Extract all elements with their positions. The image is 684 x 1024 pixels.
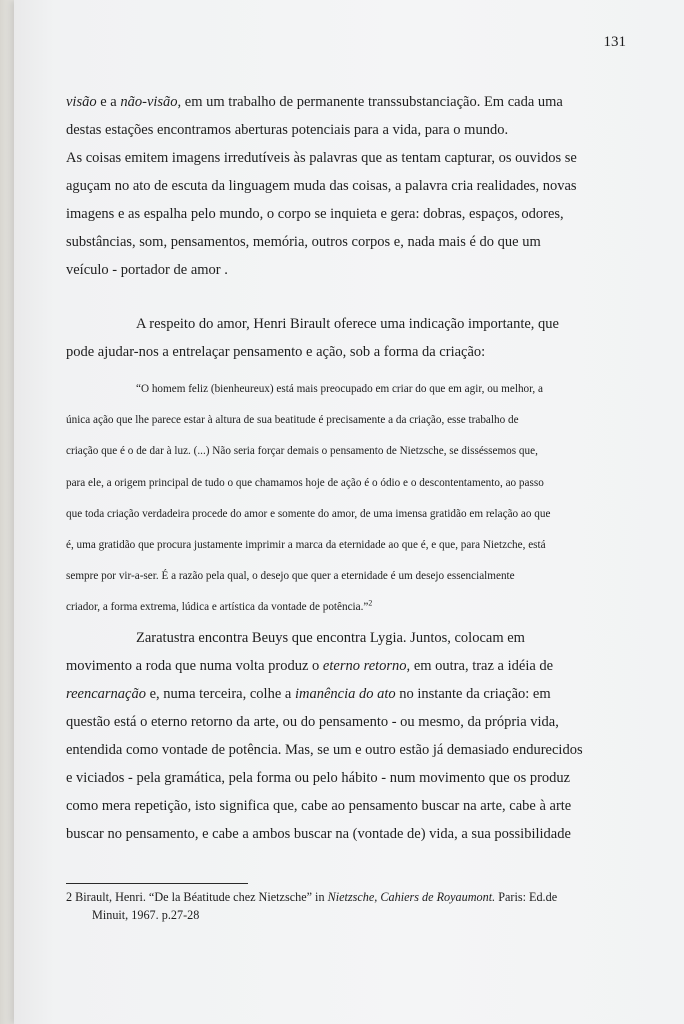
footnote-number: 2 bbox=[66, 890, 73, 904]
paragraph-3-line-7: como mera repetição, isto significa que, cabe ao pensamento buscar na arte, cabe à arte bbox=[66, 798, 572, 814]
quote-line-5: que toda criação verdadeira procede do amor e somente do amor, de uma imensa gratidão em relação ao que bbox=[66, 507, 551, 520]
quote-line-1: “O homem feliz (bienheureux) está mais preocupado em criar do que em agir, ou melhor, a bbox=[136, 383, 543, 395]
paragraph-1-line-2: destas estações encontramos aberturas potenciais para a vida, para o mundo. bbox=[66, 122, 509, 138]
footnote-marker: 2 bbox=[368, 598, 373, 608]
italic-term: eterno retorno, bbox=[322, 658, 411, 674]
book-page bbox=[14, 0, 684, 1024]
page-edge bbox=[0, 0, 14, 1024]
italic-term: visão bbox=[66, 94, 97, 110]
paragraph-1 bbox=[66, 88, 596, 284]
text-run: e a bbox=[96, 94, 121, 110]
paragraph-3-line-4: questão está o eterno retorno da arte, ou do pensamento - ou mesmo, da própria vida, bbox=[66, 714, 559, 730]
page-number: 131 bbox=[603, 34, 626, 50]
quote-line-6: é, uma gratidão que procura justamente imprimir a marca da eternidade ao que é, e que, para Nietzche, está bbox=[66, 539, 546, 552]
footnote bbox=[66, 888, 596, 924]
footnote-line-2: Minuit, 1967. p.27-28 bbox=[92, 908, 200, 922]
paragraph-1-line-1 bbox=[66, 88, 596, 116]
quote-line-2: única ação que lhe parece estar à altura de sua beatitude é precisamente a da criação, esse trabalho de bbox=[66, 414, 519, 427]
block-quote bbox=[66, 374, 596, 624]
paragraph-2-line-1: A respeito do amor, Henri Birault oferece uma indicação importante, que bbox=[136, 316, 559, 332]
footnote-separator bbox=[66, 883, 248, 884]
paragraph-3 bbox=[66, 624, 596, 848]
quote-line-8 bbox=[66, 592, 596, 623]
text-run: no instante da criação: em bbox=[395, 686, 551, 702]
italic-term: reencarnação bbox=[66, 686, 146, 702]
paragraph-2 bbox=[66, 310, 596, 366]
paragraph-3-line-6: e viciados - pela gramática, pela forma ou pelo hábito - num movimento que os produz bbox=[66, 770, 571, 786]
paragraph-1-line-6: substâncias, som, pensamentos, memória, outros corpos e, nada mais é do que um bbox=[66, 234, 541, 250]
text-run: criador, a forma extrema, lúdica e artística da vontade de potência.” bbox=[66, 601, 369, 614]
text-run: e, numa terceira, colhe a bbox=[146, 686, 295, 702]
paragraph-1-line-7: veículo - portador de amor . bbox=[66, 262, 228, 278]
footnote-line-1 bbox=[66, 888, 596, 906]
paragraph-2-line-2: pode ajudar-nos a entrelaçar pensamento e ação, sob a forma da criação: bbox=[66, 344, 486, 360]
text-run: Paris: Ed.de bbox=[495, 890, 558, 904]
paragraph-1-line-4: aguçam no ato de escuta da linguagem muda das coisas, a palavra cria realidades, novas bbox=[66, 178, 577, 194]
text-run: em outra, traz a idéia de bbox=[410, 658, 554, 674]
text-run: movimento a roda que numa volta produz o bbox=[66, 658, 323, 674]
quote-line-4: para ele, a origem principal de tudo o que chamamos hoje de ação é o ódio e o descontentamento, ao passo bbox=[66, 476, 544, 489]
paragraph-3-line-2 bbox=[66, 652, 596, 680]
italic-term: não-visão, bbox=[120, 94, 182, 110]
quote-line-7: sempre por vir-a-ser. É a razão pela qual, o desejo que quer a eternidade é um desejo essencialmente bbox=[66, 570, 515, 583]
paragraph-3-line-5: entendida como vontade de potência. Mas, se um e outro estão já demasiado endurecidos bbox=[66, 742, 583, 758]
paragraph-3-line-3 bbox=[66, 680, 596, 708]
paragraph-3-line-1: Zaratustra encontra Beuys que encontra Lygia. Juntos, colocam em bbox=[136, 630, 525, 646]
text-run: em um trabalho de permanente transsubstanciação. Em cada uma bbox=[181, 94, 563, 110]
italic-title: Nietzsche, Cahiers de Royaumont. bbox=[327, 890, 496, 904]
quote-line-3: criação que é o de dar à luz. (...) Não seria forçar demais o pensamento de Nietzsche, se disséssemos que, bbox=[66, 445, 538, 458]
paragraph-1-line-5: imagens e as espalha pelo mundo, o corpo se inquieta e gera: dobras, espaços, odores, bbox=[66, 206, 564, 222]
paragraph-3-line-8: buscar no pensamento, e cabe a ambos buscar na (vontade de) vida, a sua possibilidade bbox=[66, 826, 571, 842]
paragraph-1-line-3: As coisas emitem imagens irredutíveis às palavras que as tentam capturar, os ouvidos se bbox=[66, 150, 577, 166]
text-run: Birault, Henri. “De la Béatitude chez Nietzsche” in bbox=[72, 890, 328, 904]
italic-term: imanência do ato bbox=[294, 686, 396, 702]
